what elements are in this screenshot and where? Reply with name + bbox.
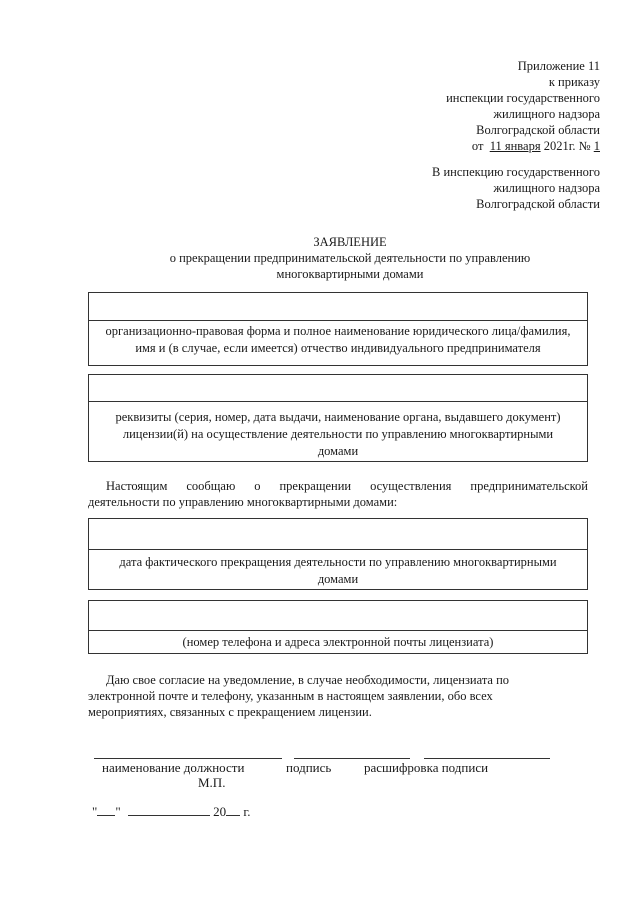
notice-line2: деятельности по управлению многоквартирными домами: (88, 495, 398, 509)
addressee-line2: жилищного надзора (493, 181, 600, 195)
contact-info-box (88, 600, 588, 654)
appendix-order-ref: к приказу (548, 75, 600, 89)
addressee-line3: Волгоградской области (476, 197, 600, 211)
appendix-date-year: 2021г. № (543, 139, 591, 153)
license-details-caption-line1: реквизиты (серия, номер, дата выдачи, наименование органа, выдавшего документ) (115, 410, 561, 424)
document-title: ЗАЯВЛЕНИЕ (313, 235, 387, 249)
position-signature-line[interactable] (94, 758, 282, 759)
appendix-org-line1: инспекции государственного (446, 91, 600, 105)
date-line (92, 804, 292, 819)
appendix-date-value: 11 января (489, 139, 541, 153)
date-quote-open: " (92, 804, 98, 819)
contact-info-caption (93, 634, 583, 651)
consent-paragraph (88, 672, 588, 720)
license-details-caption-line2: лицензии(й) на осуществление деятельности по управлению многоквартирными (122, 427, 554, 441)
applicant-name-caption (93, 323, 583, 357)
termination-date-field[interactable] (93, 521, 583, 543)
license-details-box (88, 374, 588, 462)
signature-line[interactable] (294, 758, 410, 759)
document-subtitle-line1: о прекращении предпринимательской деятельности по управлению (169, 251, 531, 265)
signature-decode-line[interactable] (424, 758, 550, 759)
appendix-org-line2: жилищного надзора (493, 107, 600, 121)
termination-date-caption (93, 554, 583, 588)
position-label: наименование должности (102, 760, 245, 775)
date-year-prefix: 20 (213, 804, 227, 819)
appendix-date-line (300, 138, 600, 154)
contact-info-caption-line1: (номер телефона и адреса электронной почты лицензиата) (182, 635, 494, 649)
date-quote-close: " (115, 804, 121, 819)
addressee-line1: В инспекцию государственного (431, 165, 600, 179)
signature-label: подпись (286, 760, 332, 775)
date-year-suffix: г. (243, 804, 251, 819)
applicant-name-caption-line2: имя и (в случае, если имеется) отчество индивидуального предпринимателя (135, 341, 541, 355)
date-month-blank[interactable] (128, 804, 210, 816)
consent-line2: электронной почте и телефону, указанным в настоящем заявлении, обо всех (88, 689, 493, 703)
notice-line1: Настоящим сообщаю о прекращении осуществления предпринимательской (106, 479, 588, 493)
appendix-date-prefix: от (471, 139, 484, 153)
appendix-order-number: 1 (593, 139, 600, 153)
termination-date-box (88, 518, 588, 590)
document-title-block (100, 234, 600, 282)
termination-date-caption-line2: домами (317, 572, 359, 586)
applicant-name-box (88, 292, 588, 366)
license-details-caption (93, 409, 583, 460)
license-details-field[interactable] (93, 377, 583, 399)
appendix-number: Приложение 11 (517, 59, 600, 73)
applicant-name-caption-line1: организационно-правовая форма и полное наименование юридического лица/фамилия, (105, 324, 571, 338)
appendix-org-line3: Волгоградской области (476, 123, 600, 137)
applicant-name-field[interactable] (93, 295, 583, 317)
date-year-blank[interactable] (226, 804, 240, 816)
document-subtitle-line2: многоквартирными домами (276, 267, 424, 281)
appendix-block (300, 58, 600, 154)
addressee-block (300, 164, 600, 212)
license-details-caption-line3: домами (317, 444, 359, 458)
contact-info-field[interactable] (93, 603, 583, 625)
notice-paragraph (88, 478, 588, 510)
consent-line3: мероприятиях, связанных с прекращением лицензии. (88, 705, 372, 719)
termination-date-caption-line1: дата фактического прекращения деятельности по управлению многоквартирными (119, 555, 557, 569)
consent-line1: Даю свое согласие на уведомление, в случае необходимости, лицензиата по (106, 673, 510, 687)
date-day-blank[interactable] (97, 804, 115, 816)
signature-decode-label: расшифровка подписи (364, 760, 489, 775)
stamp-label: М.П. (198, 775, 226, 790)
